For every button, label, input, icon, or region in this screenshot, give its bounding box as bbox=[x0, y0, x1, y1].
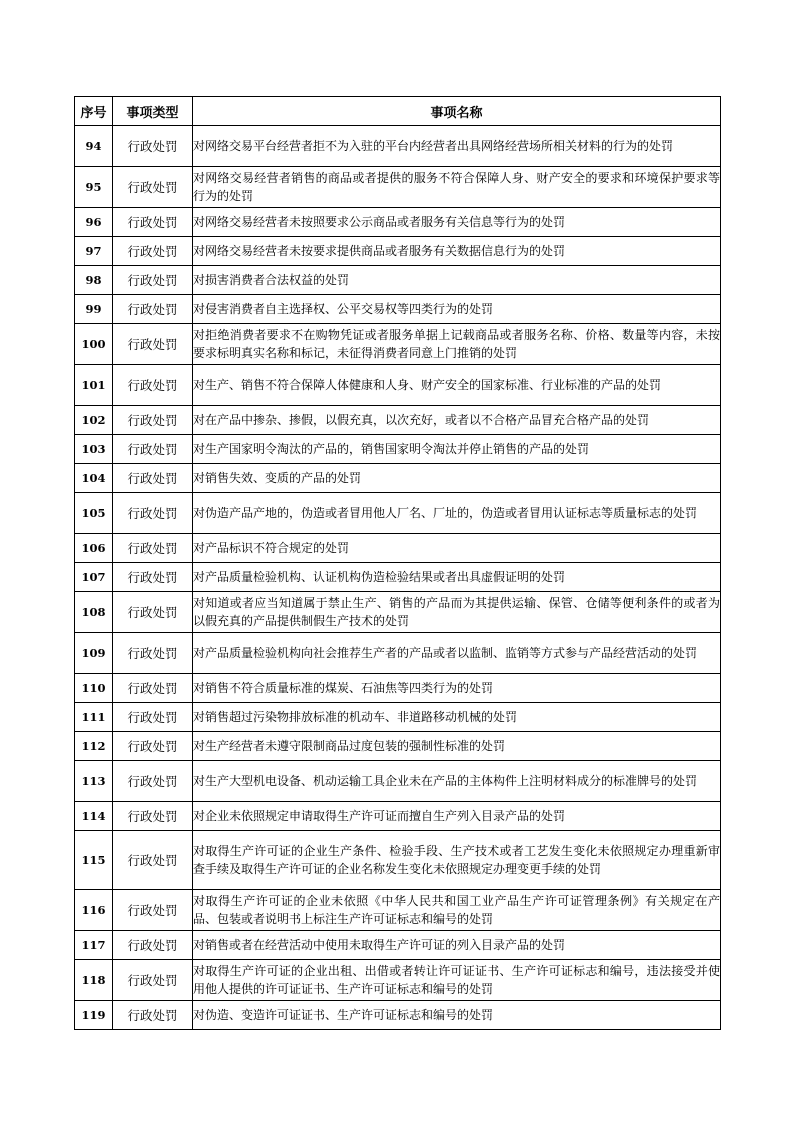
table-row bbox=[75, 534, 721, 563]
row-seq: 107 bbox=[75, 563, 113, 592]
table-row bbox=[75, 831, 721, 890]
table-row bbox=[75, 1001, 721, 1030]
row-seq: 99 bbox=[75, 295, 113, 324]
table-row bbox=[75, 167, 721, 208]
table-row bbox=[75, 435, 721, 464]
table-row bbox=[75, 802, 721, 831]
row-name: 对伪造、变造许可证证书、生产许可证标志和编号的处罚 bbox=[193, 1001, 721, 1030]
table-row bbox=[75, 365, 721, 406]
row-name: 对在产品中掺杂、掺假，以假充真，以次充好，或者以不合格产品冒充合格产品的处罚 bbox=[193, 406, 721, 435]
row-seq: 108 bbox=[75, 592, 113, 633]
row-type: 行政处罚 bbox=[113, 1001, 193, 1030]
table-row bbox=[75, 493, 721, 534]
row-seq: 106 bbox=[75, 534, 113, 563]
row-seq: 111 bbox=[75, 703, 113, 732]
row-seq: 97 bbox=[75, 237, 113, 266]
row-type: 行政处罚 bbox=[113, 208, 193, 237]
row-name: 对网络交易平台经营者拒不为入驻的平台内经营者出具网络经营场所相关材料的行为的处罚 bbox=[193, 126, 721, 167]
table-row bbox=[75, 324, 721, 365]
row-seq: 112 bbox=[75, 732, 113, 761]
header-seq: 序号 bbox=[75, 97, 113, 126]
row-name: 对网络交易经营者未按要求提供商品或者服务有关数据信息行为的处罚 bbox=[193, 237, 721, 266]
row-seq: 105 bbox=[75, 493, 113, 534]
row-name: 对销售或者在经营活动中使用未取得生产许可证的列入目录产品的处罚 bbox=[193, 931, 721, 960]
row-name: 对生产国家明令淘汰的产品的，销售国家明令淘汰并停止销售的产品的处罚 bbox=[193, 435, 721, 464]
row-seq: 118 bbox=[75, 960, 113, 1001]
row-seq: 102 bbox=[75, 406, 113, 435]
row-name: 对生产经营者未遵守限制商品过度包装的强制性标准的处罚 bbox=[193, 732, 721, 761]
row-type: 行政处罚 bbox=[113, 237, 193, 266]
row-name: 对伪造产品产地的，伪造或者冒用他人厂名、厂址的，伪造或者冒用认证标志等质量标志的处罚 bbox=[193, 493, 721, 534]
row-type: 行政处罚 bbox=[113, 960, 193, 1001]
row-seq: 114 bbox=[75, 802, 113, 831]
table-row bbox=[75, 592, 721, 633]
row-seq: 109 bbox=[75, 633, 113, 674]
row-seq: 94 bbox=[75, 126, 113, 167]
table-row bbox=[75, 563, 721, 592]
row-name: 对生产、销售不符合保障人体健康和人身、财产安全的国家标准、行业标准的产品的处罚 bbox=[193, 365, 721, 406]
table-row bbox=[75, 208, 721, 237]
header-type: 事项类型 bbox=[113, 97, 193, 126]
row-name: 对产品质量检验机构、认证机构伪造检验结果或者出具虚假证明的处罚 bbox=[193, 563, 721, 592]
row-seq: 96 bbox=[75, 208, 113, 237]
row-type: 行政处罚 bbox=[113, 324, 193, 365]
row-seq: 113 bbox=[75, 761, 113, 802]
table-row bbox=[75, 126, 721, 167]
row-seq: 116 bbox=[75, 890, 113, 931]
row-type: 行政处罚 bbox=[113, 295, 193, 324]
row-type: 行政处罚 bbox=[113, 493, 193, 534]
row-seq: 117 bbox=[75, 931, 113, 960]
row-type: 行政处罚 bbox=[113, 674, 193, 703]
row-name: 对销售超过污染物排放标准的机动车、非道路移动机械的处罚 bbox=[193, 703, 721, 732]
row-seq: 110 bbox=[75, 674, 113, 703]
row-name: 对侵害消费者自主选择权、公平交易权等四类行为的处罚 bbox=[193, 295, 721, 324]
row-name: 对产品质量检验机构向社会推荐生产者的产品或者以监制、监销等方式参与产品经营活动的处罚 bbox=[193, 633, 721, 674]
row-name: 对网络交易经营者未按照要求公示商品或者服务有关信息等行为的处罚 bbox=[193, 208, 721, 237]
table-row bbox=[75, 960, 721, 1001]
row-type: 行政处罚 bbox=[113, 167, 193, 208]
row-seq: 103 bbox=[75, 435, 113, 464]
row-type: 行政处罚 bbox=[113, 126, 193, 167]
items-table bbox=[74, 96, 721, 1030]
row-type: 行政处罚 bbox=[113, 592, 193, 633]
row-name: 对损害消费者合法权益的处罚 bbox=[193, 266, 721, 295]
row-type: 行政处罚 bbox=[113, 563, 193, 592]
row-type: 行政处罚 bbox=[113, 633, 193, 674]
table-row bbox=[75, 732, 721, 761]
row-type: 行政处罚 bbox=[113, 365, 193, 406]
row-type: 行政处罚 bbox=[113, 435, 193, 464]
row-type: 行政处罚 bbox=[113, 802, 193, 831]
row-type: 行政处罚 bbox=[113, 732, 193, 761]
table-row bbox=[75, 464, 721, 493]
table-row bbox=[75, 633, 721, 674]
row-name: 对取得生产许可证的企业生产条件、检验手段、生产技术或者工艺发生变化未依照规定办理重新审查手续及取得生产许可证的企业名称发生变化未依照规定办理变更手续的处罚 bbox=[193, 831, 721, 890]
row-name: 对取得生产许可证的企业未依照《中华人民共和国工业产品生产许可证管理条例》有关规定在产品、包装或者说明书上标注生产许可证标志和编号的处罚 bbox=[193, 890, 721, 931]
row-type: 行政处罚 bbox=[113, 266, 193, 295]
row-name: 对销售失效、变质的产品的处罚 bbox=[193, 464, 721, 493]
row-type: 行政处罚 bbox=[113, 831, 193, 890]
table-row bbox=[75, 295, 721, 324]
row-name: 对产品标识不符合规定的处罚 bbox=[193, 534, 721, 563]
table-row bbox=[75, 266, 721, 295]
row-name: 对拒绝消费者要求不在购物凭证或者服务单据上记载商品或者服务名称、价格、数量等内容，未按要求标明真实名称和标记，未征得消费者同意上门推销的处罚 bbox=[193, 324, 721, 365]
row-name: 对销售不符合质量标准的煤炭、石油焦等四类行为的处罚 bbox=[193, 674, 721, 703]
row-type: 行政处罚 bbox=[113, 464, 193, 493]
row-seq: 115 bbox=[75, 831, 113, 890]
table-row bbox=[75, 406, 721, 435]
row-seq: 98 bbox=[75, 266, 113, 295]
row-type: 行政处罚 bbox=[113, 703, 193, 732]
row-name: 对企业未依照规定申请取得生产许可证而擅自生产列入目录产品的处罚 bbox=[193, 802, 721, 831]
table-row bbox=[75, 674, 721, 703]
table-row bbox=[75, 890, 721, 931]
table-row bbox=[75, 237, 721, 266]
row-type: 行政处罚 bbox=[113, 890, 193, 931]
header-name: 事项名称 bbox=[193, 97, 721, 126]
row-type: 行政处罚 bbox=[113, 406, 193, 435]
row-seq: 104 bbox=[75, 464, 113, 493]
row-type: 行政处罚 bbox=[113, 534, 193, 563]
row-type: 行政处罚 bbox=[113, 931, 193, 960]
row-seq: 100 bbox=[75, 324, 113, 365]
row-seq: 95 bbox=[75, 167, 113, 208]
table-row bbox=[75, 761, 721, 802]
row-name: 对取得生产许可证的企业出租、出借或者转让许可证证书、生产许可证标志和编号，违法接受并使用他人提供的许可证证书、生产许可证标志和编号的处罚 bbox=[193, 960, 721, 1001]
row-name: 对知道或者应当知道属于禁止生产、销售的产品而为其提供运输、保管、仓储等便利条件的或者为以假充真的产品提供制假生产技术的处罚 bbox=[193, 592, 721, 633]
row-name: 对生产大型机电设备、机动运输工具企业未在产品的主体构件上注明材料成分的标准牌号的处罚 bbox=[193, 761, 721, 802]
table-row bbox=[75, 931, 721, 960]
table-header-row bbox=[75, 97, 721, 126]
row-seq: 119 bbox=[75, 1001, 113, 1030]
row-type: 行政处罚 bbox=[113, 761, 193, 802]
table-row bbox=[75, 703, 721, 732]
row-seq: 101 bbox=[75, 365, 113, 406]
row-name: 对网络交易经营者销售的商品或者提供的服务不符合保障人身、财产安全的要求和环境保护要求等行为的处罚 bbox=[193, 167, 721, 208]
